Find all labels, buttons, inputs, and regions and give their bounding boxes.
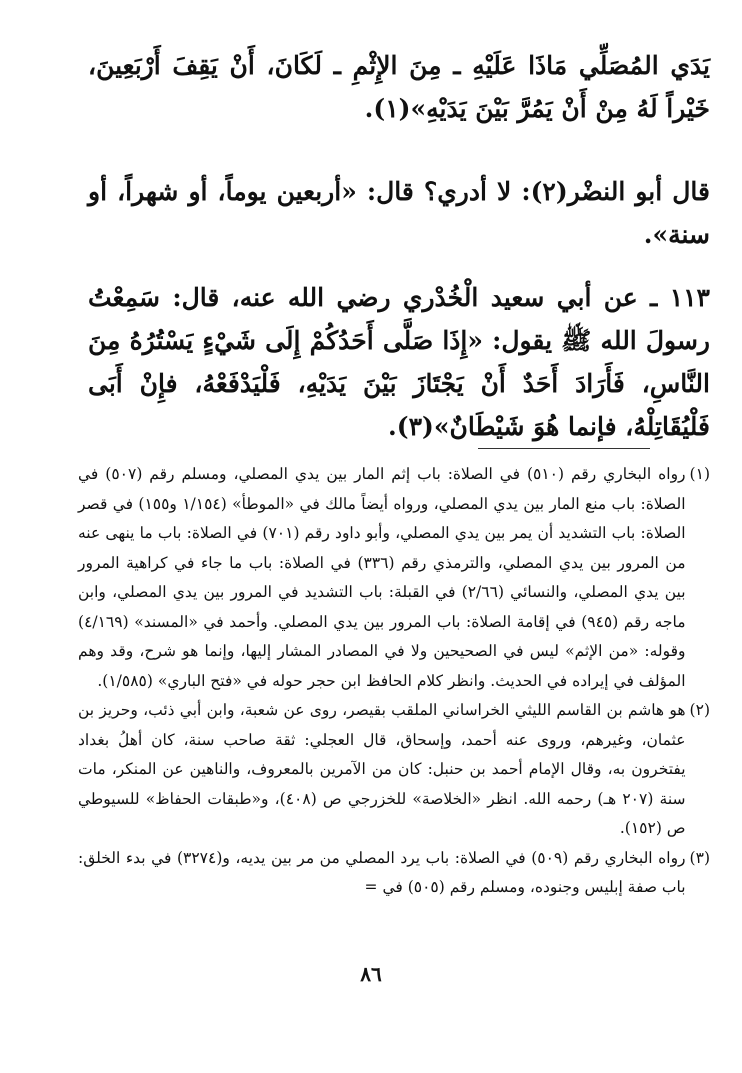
footnote-3 [78,844,710,903]
footnote-1 [78,460,710,696]
footnote-number: (٢) [689,701,710,719]
hadith-continuation-paragraph: يَدَي المُصَلِّي مَاذَا عَلَيْهِ ـ مِنَ الإِثْمِ ـ لَكَانَ، أَنْ يَقِفَ أَرْبَعِينَ، خَيْراً لَهُ مِنْ أَنْ يَمُرَّ بَيْنَ يَدَيْهِ»(١). [88,51,710,123]
hadith-113-paragraph: ١١٣ ـ عن أبي سعيد الْخُدْري رضي الله عنه، قال: سَمِعْتُ رسولَ الله ﷺ يقول: «إِذَا صَلَّى أَحَدُكُمْ إِلَى شَيْءٍ يَسْتُرُهُ مِنَ النَّاسِ، فَأَرَادَ أَحَدٌ أَنْ يَجْتَازَ بَيْنَ يَدَيْهِ، فَلْيَدْفَعْهُ، فإِنْ أَبَى فَلْيُقَاتِلْهُ، فإنما هُوَ شَيْطَانٌ»(٣). [88,283,710,441]
footnote-divider [478,448,650,449]
abu-nadr-paragraph: قال أبو النضْر(٢): لا أدري؟ قال: «أربعين يوماً، أو شهراً، أو سنة». [88,177,710,249]
footnote-text: هو هاشم بن القاسم الليثي الخراساني الملقب بقيصر، روى عن شعبة، وابن أبي ذئب، وحريز بن عثمان، وغيرهم، وروى عنه أحمد، وإسحاق، قال العجلي: ثقة صاحب سنة، كان أهلُ بغداد يفتخرون به، وقال الإمام أحمد بن حنبل: كان من الآمرين بالمعروف، والناهين عن المنكر، مات سنة (٢٠٧ هـ) رحمه الله. انظر «الخلاصة» للخزرجي ص (٤٠٨)، و«طبقات الحفاظ» للسيوطي ص (١٥٢). [78,701,686,837]
footnote-number: (٣) [689,848,710,867]
main-text [88,44,710,448]
footnote-2 [78,696,710,844]
footnote-number: (١) [689,465,710,483]
footnote-text: رواه البخاري رقم (٥١٠) في الصلاة: باب إثم المار بين يدي المصلي، ومسلم رقم (٥٠٧) في الصلاة: باب منع المار بين يدي المصلي، ورواه أيضاً مالك في «الموطأ» (١/١٥٤ و١٥٥) في قصر الصلاة: باب التشديد أن يمر بين يدي المصلي، وأبو داود رقم (٧٠١) في الصلاة: باب ما ينهى عنه من المرور بين يدي المصلي، والترمذي رقم (٣٣٦) في الصلاة: باب ما جاء في كراهية المرور بين يدي المصلي، والنسائي (٢/٦٦) في القبلة: باب التشديد في المرور بين يدي المصلي، وابن ماجه رقم (٩٤٥) في إقامة الصلاة: باب المرور بين يدي المصلي. وأحمد في «المسند» (٤/١٦٩) وقوله: «من الإثم» ليس في الصحيحين ولا في المصادر المشار إليها، وإنما هو شرح، وقد وهم المؤلف في إيراده في الحديث. وانظر كلام الحافظ ابن حجر حوله في «فتح الباري» (١/٥٨٥). [78,465,686,690]
footnotes [78,460,710,903]
page-number: ٨٦ [360,962,382,986]
footnote-text: رواه البخاري رقم (٥٠٩) في الصلاة: باب يرد المصلي من مر بين يديه، و(٣٢٧٤) في بدء الخلق: باب صفة إبليس وجنوده، ومسلم رقم (٥٠٥) في = [78,848,686,896]
